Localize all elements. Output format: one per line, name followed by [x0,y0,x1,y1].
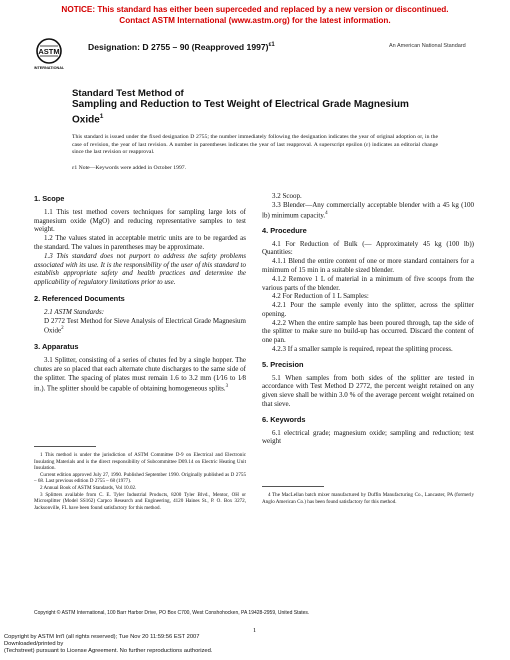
paragraph-3-1 [34,356,246,393]
document-title [72,99,442,126]
paragraph-5-1: 5.1 When samples from both sides of the splitter are tested in accordance with Test Method D 2772, the percent weight retained on any given sieve shall be within 3.0 % of the average percent weight retained on that sieve. [262,373,474,409]
section-5-heading: 5. Precision [262,359,304,369]
footnote-1-edition: Current edition approved July 27, 1990. Published September 1990. Originally published as D 2755 – 68. Last previous edition D 2755 – 68 (1977). [34,471,246,485]
paragraph-1-3-text: 1.3 This standard does not purport to address the safety problems associated with its use. It is the responsibility of the user of this standard to establish appropriate safety and health practices and determine the applicability of regulatory limitations prior to use. [34,251,246,287]
logo-subtext: INTERNATIONAL [34,66,64,70]
notice-line-1: NOTICE: This standard has either been superceded and replaced by a new version or discontinued. [61,5,449,14]
footnote-2: 2 Annual Book of ASTM Standards, Vol 10.02. [40,484,137,491]
paragraph-3-2: 3.2 Scoop. [272,192,302,200]
section-3-heading: 3. Apparatus [34,342,79,352]
reference-footnote-ref: 2 [61,326,64,332]
download-stamp-line-1: Copyright by ASTM Int'l (all rights reserved); Tue Nov 20 11:59:56 EST 2007 [4,634,200,640]
download-stamp [4,634,504,656]
issuance-statement: This standard is issued under the fixed designation D 2755; the number immediately following the designation indicates the year of original adoption or, in the case of revision, the year of last revision. A number in parentheses indicates the year of last reapproval. A superscript epsilon (ε) indicates an editorial change since the last revision or reapproval. [72,134,438,156]
section-4-heading: 4. Procedure [262,225,307,235]
designation-superscript: ε1 [268,42,275,49]
paragraph-4-2: 4.2 For Reduction of 1 L Samples: [272,292,369,301]
title-footnote-ref: 1 [99,112,104,120]
download-stamp-line-2: Downloaded/printed by [4,641,64,648]
paragraph-3-1-text: 3.1 Splitter, consisting of a series of chutes fed by a single hopper. The chutes are so placed that each alternate chute discharges to the same side of the splitter. The spacing of plates must remain 1.6 to 3.2 mm (1⁄16 to 1⁄8 in.). The splitter should be capable of obtaining homogeneous splits. [34,356,246,392]
footnote-3: 3 Splitters available from C. E. Tyler Industrial Products, 8200 Tyler Blvd., Mentor, OH or Microsplitter (Model SS162) Carpco Research and Engineering, 4120 Haines St., P. O. Box 3272, Jacksonville, FL have been found satisfactory for this method. [34,491,246,511]
paragraph-6-1: 6.1 electrical grade; magnesium oxide; sampling and reduction; test weight [262,428,474,446]
footnotes-right [262,492,474,505]
left-column [34,195,246,393]
american-national-standard-label: An American National Standard [389,43,466,49]
paragraph-3-3 [262,201,474,220]
paragraph-4-2-1: 4.2.1 Pour the sample evenly into the splitter, across the splitter opening. [262,301,474,318]
paragraph-4-2-2: 4.2.2 When the entire sample has been poured through, tap the side of the splitter to make sure no build-up has occurred. Discard the content of one pan. [262,318,474,345]
paragraph-2-1 [34,308,246,317]
reference-d2772 [34,317,246,336]
designation [88,42,275,52]
footnote-rule-left [34,446,96,447]
paragraph-1-2: 1.2 The values stated in acceptable metric units are to be regarded as the standard. The values in parentheses may be approximate. [34,234,246,251]
paragraph-1-3 [34,252,246,287]
title-text: Sampling and Reduction to Test Weight of Electrical Grade Magnesium Oxide [72,99,409,125]
astm-logo-icon [34,38,64,70]
notice-line-2: Contact ASTM International (www.astm.org) for the latest information. [119,16,391,25]
footnote-4: 4 The MacLellan batch mixer manufactured by Duffin Manufacturing Co., Lancaster, PA (formerly Anglo American Co.) has been found satisfactory for this method. [262,492,474,505]
right-column [262,192,474,446]
supersession-notice [0,4,510,26]
section-6-heading: 6. Keywords [262,414,306,424]
footnotes-left [34,452,246,511]
standard-label: Standard Test Method of [72,88,184,99]
footnote-1: 1 This method is under the jurisdiction of ASTM Committee D-9 on Electrical and Electronic Insulating Materials and is the direct responsibility of Subcommittee D09.14 on Electric Heating Unit Insulation. [34,452,246,472]
editorial-note: ε1 Note—Keywords were added in October 1997. [72,165,187,171]
paragraph-3-3-text: 3.3 Blender—Any commercially acceptable blender with a 45 kg (100 lb) minimum capacity. [262,200,474,219]
designation-text: Designation: D 2755 – 90 (Reapproved 1997) [88,42,269,52]
page-number: 1 [253,627,257,634]
footnote-rule-right [262,486,324,487]
copyright-line: Copyright © ASTM International, 100 Barr Harbor Drive, PO Box C700, West Conshohocken, PA 19428-2959, United States. [34,610,310,616]
paragraph-1-1: 1.1 This test method covers techniques for sampling large lots of magnesium oxide (MgO) and reducing representative samples to test weight. [34,207,246,234]
section-2-heading: 2. Referenced Documents [34,293,125,303]
paragraph-2-1-text: 2.1 ASTM Standards: [44,307,105,316]
paragraph-4-1-1: 4.1.1 Blend the entire content of one or more standard containers for a minimum of 15 min in a suitable sized blender. [262,257,474,274]
section-1-heading: 1. Scope [34,194,65,203]
splitter-footnote-ref: 3 [225,383,229,389]
reference-d2772-text: D 2772 Test Method for Sieve Analysis of Electrical Grade Magnesium Oxide [44,316,246,335]
logo-text: ASTM [38,47,60,56]
paragraph-4-1: 4.1 For Reduction of Bulk (— Approximately 45 kg (100 lb)) Quantities: [262,239,474,257]
paragraph-4-1-2: 4.1.2 Remove 1 L of material in a minimum of five scoops from the various parts of the blender. [262,274,474,292]
blender-footnote-ref: 4 [325,210,328,216]
download-stamp-line-3: (Techstreet) pursuant to License Agreement. No further reproductions authorized. [4,648,213,655]
paragraph-4-2-3: 4.2.3 If a smaller sample is required, repeat the splitting process. [272,345,453,354]
